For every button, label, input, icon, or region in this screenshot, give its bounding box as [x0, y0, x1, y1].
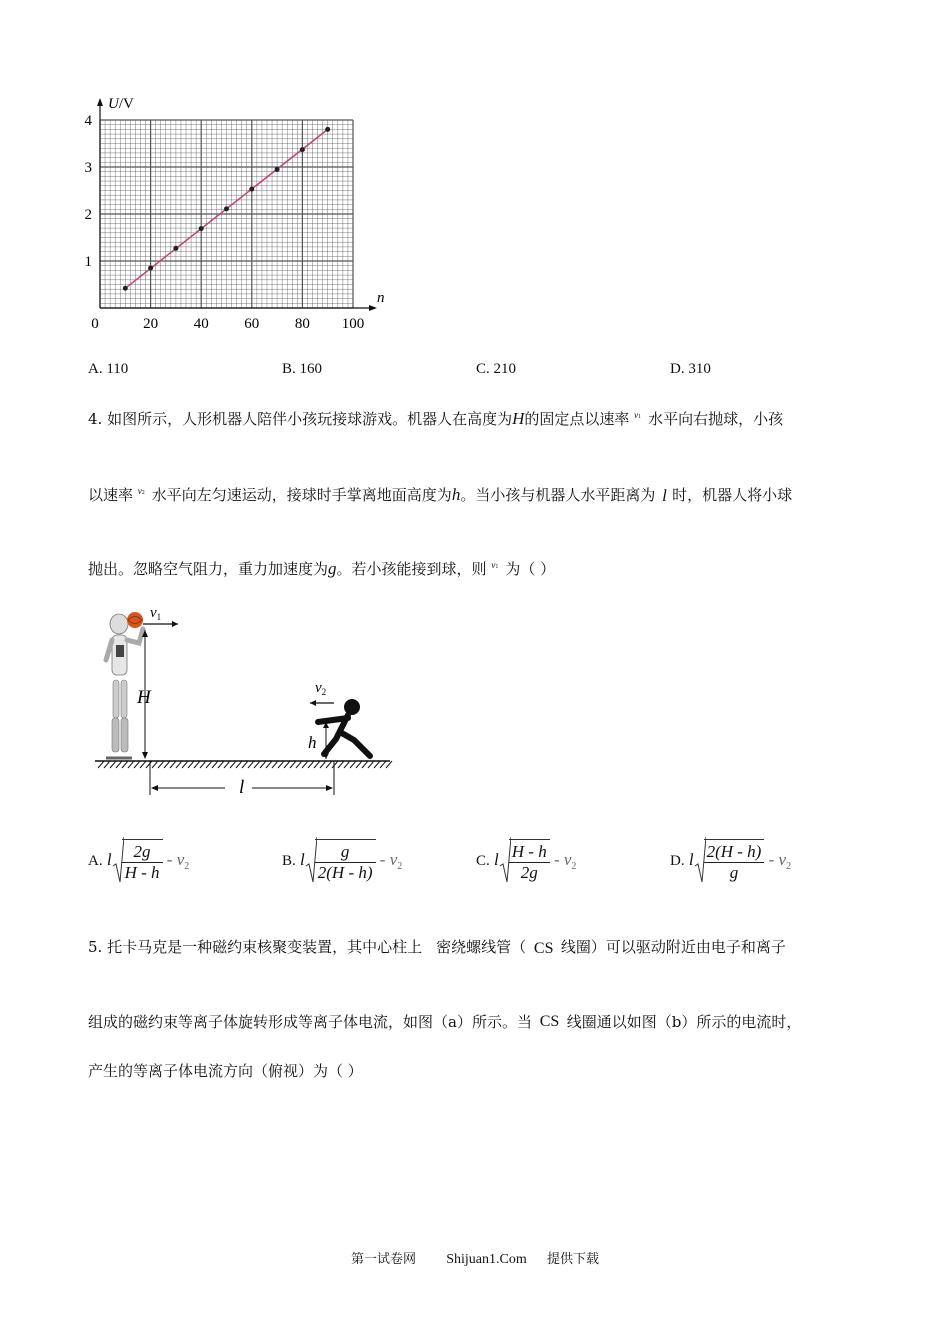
footer — [0, 1248, 950, 1268]
q3-option-b[interactable]: B. 160 — [282, 361, 323, 377]
footer-middle: Shijuan1.Com — [446, 1252, 527, 1267]
u-n-chart — [80, 90, 400, 340]
robot-icon — [106, 612, 143, 758]
option-numerator: g — [315, 842, 376, 863]
ground-hatch — [95, 761, 392, 768]
option-denominator: 2(H - h) — [317, 863, 373, 882]
option-numerator: 2(H - h) — [704, 842, 765, 863]
y-tick-label: 4 — [84, 113, 92, 129]
q5-line-3: 产生的等离子体电流方向（俯视）为（ ） — [88, 1062, 363, 1080]
q5-line-2: 组成的磁约束等离子体旋转形成等离子体电流，如图（a）所示。当 CS 线圈通以如图（b）所示的电流时， — [88, 1013, 802, 1031]
y-tick-label: 1 — [84, 254, 92, 270]
x-tick-label: 40 — [193, 316, 209, 332]
data-point — [300, 147, 305, 152]
data-point — [199, 226, 204, 231]
cs-label: CS — [533, 940, 554, 957]
q3-option-c[interactable]: C. 210 — [476, 361, 517, 377]
data-point — [123, 286, 128, 291]
q3-option-d[interactable]: D. 310 — [670, 361, 711, 377]
data-point — [325, 127, 330, 132]
data-point — [224, 206, 229, 211]
cs-label-2: CS — [539, 1013, 560, 1030]
q4-line-2: 以速率 v2 水平向左匀速运动，接球时手掌离地面高度为h。当小孩与机器人水平距离为 l 时，机器人将小球 — [88, 485, 793, 505]
x-tick-label: 60 — [244, 316, 260, 332]
data-point — [173, 246, 178, 251]
robot-child-figure — [90, 600, 400, 805]
x-tick-label: 100 — [341, 316, 365, 332]
data-point — [148, 266, 153, 271]
option-denominator: H - h — [124, 863, 160, 882]
y-tick-label: 2 — [84, 207, 92, 223]
q4-option-c[interactable]: C. l $\frac{H - h}{2g}$ - $v_2$ — [476, 836, 576, 886]
var-l: l — [662, 486, 667, 505]
x-axis-arrow — [369, 305, 377, 311]
option-denominator: g — [729, 863, 739, 882]
option-numerator: 2g — [122, 842, 163, 863]
fig-H-label: H — [137, 687, 151, 708]
fig-v2-label: $v_2$ — [315, 680, 327, 697]
var-v1: v1 — [634, 410, 642, 420]
fig-l-label: l — [239, 777, 245, 798]
option-numerator: H - h — [509, 842, 550, 863]
footer-left: 第一试卷网 — [350, 1252, 416, 1267]
x-tick-label: 0 — [91, 316, 99, 332]
q5-line-1: 5. 托卡马克是一种磁约束核聚变装置，其中心柱上 密绕螺线管（ CS 线圈）可以驱动附近由电子和离子 — [88, 938, 786, 957]
var-v1-b: v1 — [491, 560, 499, 570]
var-H: H — [512, 409, 525, 428]
y-tick-label: 3 — [84, 160, 92, 176]
data-point — [249, 187, 254, 192]
x-axis-label: n — [377, 290, 385, 306]
footer-right: 提供下载 — [547, 1252, 600, 1267]
option-denominator: 2g — [520, 863, 538, 882]
fig-h-label: h — [308, 733, 317, 752]
q4-line-1: 4. 如图所示，人形机器人陪伴小孩玩接球游戏。机器人在高度为H的固定点以速率 v1 水平向右抛球，小孩 — [88, 409, 784, 428]
y-axis-arrow — [97, 98, 103, 106]
q4-line-3: 抛出。忽略空气阻力，重力加速度为g。若小孩能接到球，则 v1 为（ ） — [88, 559, 556, 578]
var-v2: v2 — [137, 486, 145, 496]
y-axis-label: U/V — [108, 96, 134, 112]
q4-option-d[interactable]: D. l $\frac{2(H - h)}{g}$ - $v_2$ — [670, 836, 791, 886]
x-tick-label: 80 — [294, 316, 310, 332]
q4-option-a[interactable]: A. l $\frac{2g}{H - h}$ - $v_2$ — [88, 836, 189, 886]
q3-option-a[interactable]: A. 110 — [88, 361, 129, 377]
fig-v1-label: $v_1$ — [150, 605, 162, 622]
x-tick-label: 20 — [143, 316, 159, 332]
q4-option-b[interactable]: B. l $\frac{g}{2(H - h)}$ - $v_2$ — [282, 836, 402, 886]
data-point — [275, 167, 280, 172]
